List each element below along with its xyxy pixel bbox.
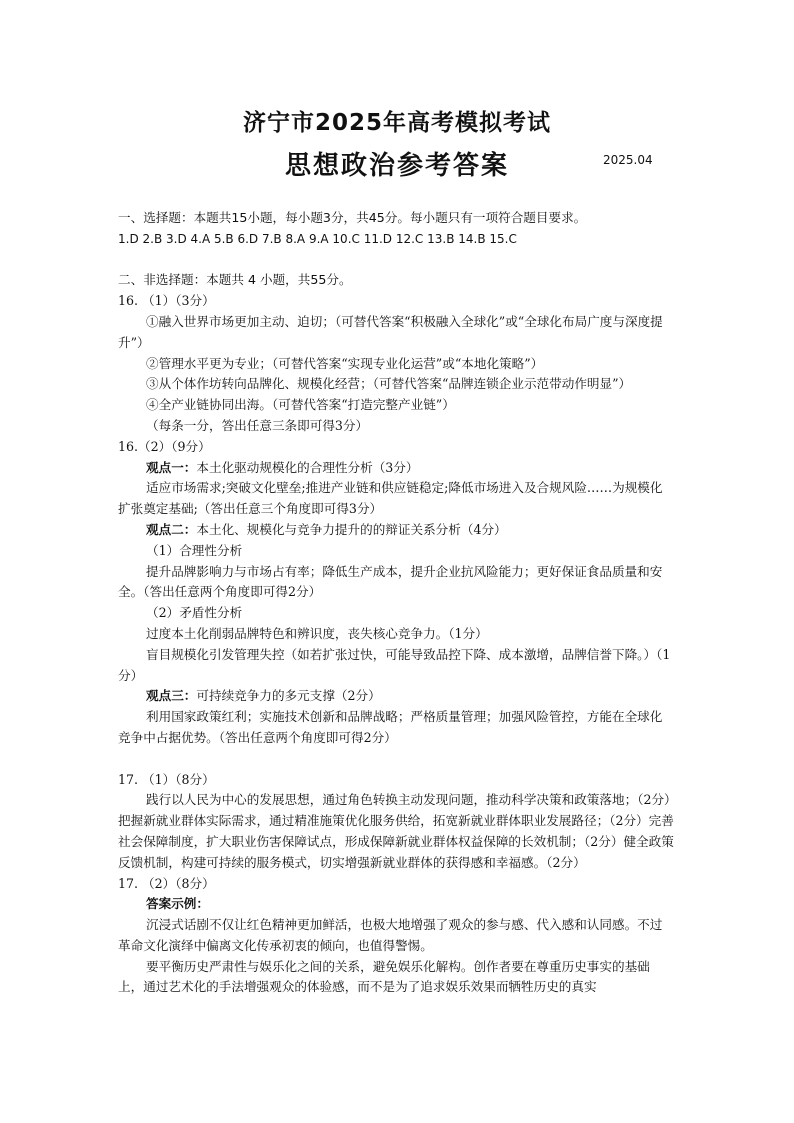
choice-answers: 1.D 2.B 3.D 4.A 5.B 6.D 7.B 8.A 9.A 10.C 11.D 12.C 13.B 14.B 15.C bbox=[118, 231, 517, 246]
q16-2-label: 16.（2）（9分） bbox=[118, 438, 211, 454]
document-title: 济宁市2025年高考模拟考试 bbox=[242, 110, 551, 136]
answer-example-label-text: 答案示例： bbox=[146, 896, 209, 912]
section1-heading: 一、选择题：本题共15小题，每小题3分，共45分。每小题只有一项符合题目要求。 bbox=[118, 210, 587, 225]
q16-1-point2: ②管理水平更为专业；（可替代答案“实现专业化运营”或“本地化策略”） bbox=[146, 355, 544, 371]
q17-1-label: 17. （1）（8分） bbox=[118, 771, 215, 787]
viewpoint-1-text: 本土化驱动规模化的合理性分析（3分） bbox=[196, 459, 419, 475]
q16-1-point4: ④全产业链协同出海。（可替代答案“打造完整产业链”） bbox=[146, 397, 455, 413]
viewpoint-3 bbox=[118, 686, 674, 707]
viewpoint-2-label: 观点二： bbox=[146, 521, 197, 537]
answer-example-label bbox=[118, 894, 674, 915]
viewpoint-3-text: 可持续竞争力的多元支撑（2分） bbox=[196, 688, 381, 704]
viewpoint-2-text: 本土化、规模化与竞争力提升的的辩证关系分析（4分） bbox=[196, 521, 507, 537]
q17-1-body: 践行以人民为中心的发展思想，通过角色转换主动发现问题，推动科学决策和政策落地；（2分）把握新就业群体实际需求，通过精准施策优化服务供给，拓宽新就业群体职业发展路径；（2分）完善社会保障制度，扩大职业伤害保障试点，形成保障新就业群体权益保障的长效机制；（2分）健全政策反馈机制，构建可持续的服务模式，切实增强新就业群体的获得感和幸福感。（2分） bbox=[118, 792, 674, 870]
q16-1-point3: ③从个体作坊转向品牌化、规模化经营；（可替代答案“品牌连锁企业示范带动作明显”） bbox=[146, 376, 632, 392]
document-date: 2025.04 bbox=[603, 153, 653, 167]
viewpoint-1 bbox=[118, 458, 674, 479]
q16-1-point1: ①融入世界市场更加主动、迫切；（可替代答案“积极融入全球化”或“全球化布局广度与深度提升”） bbox=[118, 313, 663, 350]
viewpoint-3-body: 利用国家政策红利；实施技术创新和品牌战略；严格质量管理；加强风险管控，方能在全球化竞争中占据优势。（答出任意两个角度即可得2分） bbox=[118, 709, 663, 745]
viewpoint-2 bbox=[118, 520, 674, 541]
q16-1-note: （每条一分，答出任意三条即可得3分） bbox=[146, 417, 369, 433]
viewpoint-3-label: 观点三： bbox=[146, 688, 197, 704]
viewpoint-1-label: 观点一： bbox=[146, 459, 197, 475]
viewpoint-2-sub2-body2: 盲目规模化引发管理失控（如若扩张过快，可能导致品控下降、成本激增，品牌信誉下降。）（1分） bbox=[118, 646, 671, 683]
section2-heading: 二、非选择题：本题共 4 小题，共55分。 bbox=[118, 272, 352, 288]
viewpoint-2-sub1-body: 提升品牌影响力与市场占有率；降低生产成本，提升企业抗风险能力；更好保证食品质量和安全。（答出任意两个角度即可得2分） bbox=[118, 563, 663, 600]
q17-2-label: 17. （2）（8分） bbox=[118, 875, 215, 891]
document-subtitle: 思想政治参考答案 bbox=[284, 151, 509, 181]
q16-1-label: 16. （1）（3分） bbox=[118, 293, 215, 309]
viewpoint-1-body: 适应市场需求;突破文化壁垒;推进产业链和供应链稳定;降低市场进入及合规风险……为规模化扩张奠定基础;（答出任意三个角度即可得3分） bbox=[118, 480, 663, 517]
viewpoint-2-sub1: （1）合理性分析 bbox=[146, 542, 243, 558]
answer-content bbox=[118, 208, 674, 998]
viewpoint-2-sub2: （2）矛盾性分析 bbox=[146, 605, 243, 621]
viewpoint-2-sub2-body1: 过度本土化削弱品牌特色和辨识度，丧失核心竞争力。（1分） bbox=[146, 625, 488, 641]
q17-2-paragraph2: 要平衡历史严肃性与娱乐化之间的关系，避免娱乐化解构。创作者要在尊重历史事实的基础上，通过艺术化的手法增强观众的体验感，而不是为了追求娱乐效果而牺牲历史的真实 bbox=[118, 958, 650, 995]
q17-2-paragraph1: 沉浸式话剧不仅让红色精神更加鲜活，也极大地增强了观众的参与感、代入感和认同感。不过革命文化演绎中偏离文化传承初衷的倾向，也值得警惕。 bbox=[118, 917, 663, 953]
